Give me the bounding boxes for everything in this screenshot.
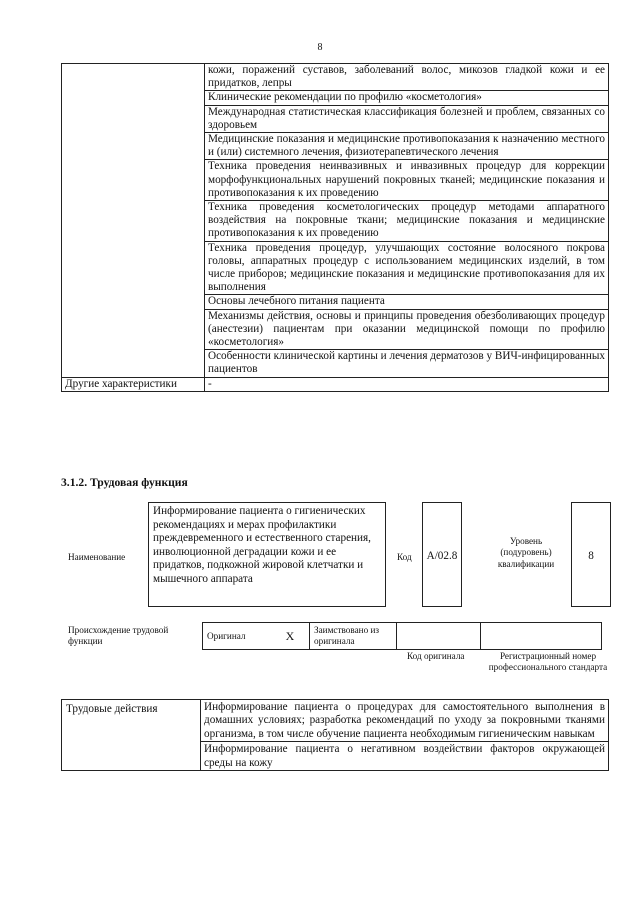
table-row: [62, 377, 609, 391]
knowledge-item: Техника проведения косметологических процедур методами аппаратного воздействия на покровные ткани; медицинские показания и медицинские противопоказания к их проведению: [205, 201, 609, 242]
other-characteristics-value: -: [205, 377, 609, 391]
labor-actions-table: [61, 699, 609, 771]
qualification-level-box: 8: [571, 502, 611, 607]
borrowed-label: Заимствовано из оригинала: [310, 623, 397, 650]
original-code-cell: [397, 623, 481, 650]
code-label: Код: [397, 552, 412, 562]
table-row: [62, 64, 609, 91]
table-row: [203, 623, 602, 650]
origin-table: [202, 622, 602, 650]
knowledge-item: Международная статистическая классификация болезней и проблем, связанных со здоровьем: [205, 105, 609, 132]
knowledge-item: Основы лечебного питания пациента: [205, 295, 609, 309]
original-label: Оригинал: [203, 623, 272, 650]
function-code-box: A/02.8: [422, 502, 462, 607]
knowledge-item: Механизмы действия, основы и принципы проведения обезболивающих процедур (анестезии) пациентам при оказании медицинской помощи по профилю «косметология»: [205, 309, 609, 350]
origin-label: Происхождение трудовой функции: [68, 625, 169, 647]
labor-action-item: Информирование пациента о процедурах для самостоятельного выполнения в домашних условиях; разработка рекомендаций по уходу за покровными тканями организма, в том числе обучение пациента необходимым гигиеническим навыкам: [201, 700, 609, 742]
original-mark: X: [271, 623, 310, 650]
knowledge-item: Техника проведения процедур, улучшающих состояние волосяного покрова головы, аппаратных процедур с использованием медицинских изделий, в том числе приборов; медицинские показания и медицинские противопоказания для их выполнения: [205, 241, 609, 295]
knowledge-item: Медицинские показания и медицинские противопоказания к назначению местного и (или) системного лечения, физиотерапевтического лечения: [205, 133, 609, 160]
section-title: 3.1.2. Трудовая функция: [61, 476, 188, 489]
labor-action-item: Информирование пациента о негативном воздействии факторов окружающей среды на кожу: [201, 742, 609, 771]
original-code-caption: Код оригинала: [407, 651, 465, 661]
name-label: Наименование: [68, 552, 126, 562]
knowledge-item: Особенности клинической картины и лечения дерматозов у ВИЧ-инфицированных пациентов: [205, 350, 609, 377]
table-row: [62, 700, 609, 742]
labor-actions-label: Трудовые действия: [62, 700, 201, 771]
knowledge-item: Клинические рекомендации по профилю «косметология»: [205, 91, 609, 105]
knowledge-item: кожи, поражений суставов, заболеваний волос, микозов гладкой кожи и ее придатков, лепры: [205, 64, 609, 91]
function-name-box: Информирование пациента о гигиенических рекомендациях и мерах профилактики преждевременного и естественного старения, инволюционной деградации кожи и ее придатков, подкожной жировой клетчатки и мышечного аппарата: [148, 502, 386, 607]
page-number: 8: [317, 42, 323, 53]
registration-number-cell: [481, 623, 602, 650]
knowledge-item: Техника проведения неинвазивных и инвазивных процедур для коррекции морфофункциональных нарушений покровных тканей; медицинские показания и противопоказания к их проведению: [205, 160, 609, 201]
knowledge-label-cell: [62, 64, 205, 378]
qualification-level-label: Уровень (подуровень) квалификации: [497, 536, 555, 569]
other-characteristics-label: Другие характеристики: [62, 377, 205, 391]
knowledge-table: [61, 63, 609, 392]
registration-number-caption: Регистрационный номер профессионального стандарта: [488, 651, 608, 673]
